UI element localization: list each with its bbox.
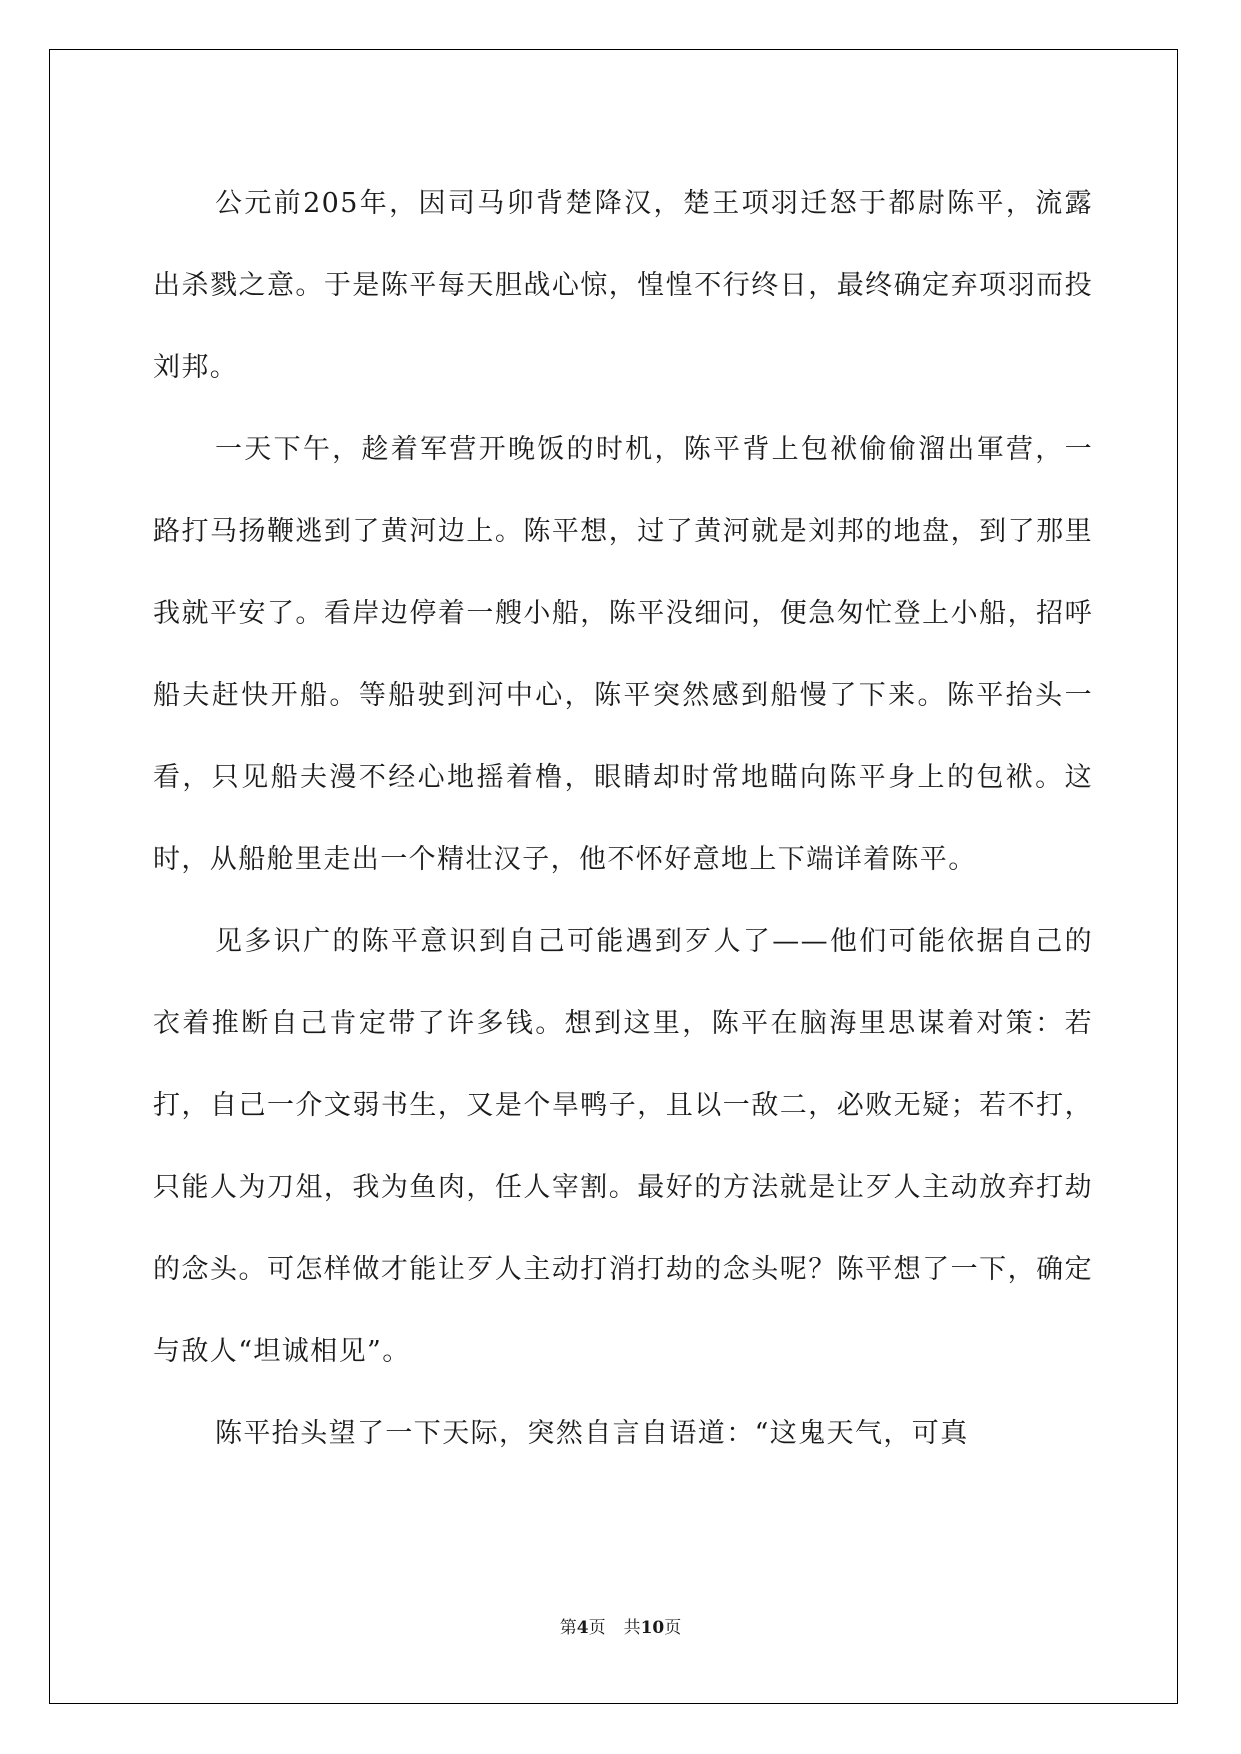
paragraph-3: 见多识广的陈平意识到自己可能遇到歹人了——他们可能依据自己的衣着推断自己肯定带了许多钱。想到这里，陈平在脑海里思谋着对策：若打，自己一介文弱书生，又是个旱鸭子，且以一敌二，必败无疑；若不打，只能人为刀俎，我为鱼肉，任人宰割。最好的方法就是让歹人主动放弃打劫的念头。可怎样做才能让歹人主动打消打劫的念头呢？陈平想了一下，确定与敌人“坦诚相见”。 <box>153 926 1093 1367</box>
paragraph-4: 陈平抬头望了一下天际，突然自言自语道：“这鬼天气，可真 <box>215 1418 969 1449</box>
page-number: 4 <box>576 1618 589 1638</box>
page-prefix: 第 <box>559 1618 577 1638</box>
document-body <box>153 163 1093 1475</box>
total-suffix: 页 <box>664 1618 682 1638</box>
total-prefix: 共 <box>623 1618 641 1638</box>
total-pages: 10 <box>640 1618 665 1638</box>
page-footer <box>0 1613 1241 1638</box>
paragraph-2: 一天下午，趁着军营开晚饭的时机，陈平背上包袱偷偷溜出軍营，一路打马扬鞭逃到了黄河边上。陈平想，过了黄河就是刘邦的地盘，到了那里我就平安了。看岸边停着一艘小船，陈平没细问，便急匆忙登上小船，招呼船夫赶快开船。等船驶到河中心，陈平突然感到船慢了下来。陈平抬头一看，只见船夫漫不经心地摇着橹，眼睛却时常地瞄向陈平身上的包袱。这时，从船舱里走出一个精壮汉子，他不怀好意地上下端详着陈平。 <box>153 434 1093 875</box>
paragraph-1: 公元前205年，因司马卯背楚降汉，楚王项羽迁怒于都尉陈平，流露出杀戮之意。于是陈平每天胆战心惊，惶惶不行终日，最终确定弃项羽而投刘邦。 <box>153 188 1093 383</box>
page-suffix: 页 <box>588 1618 606 1638</box>
